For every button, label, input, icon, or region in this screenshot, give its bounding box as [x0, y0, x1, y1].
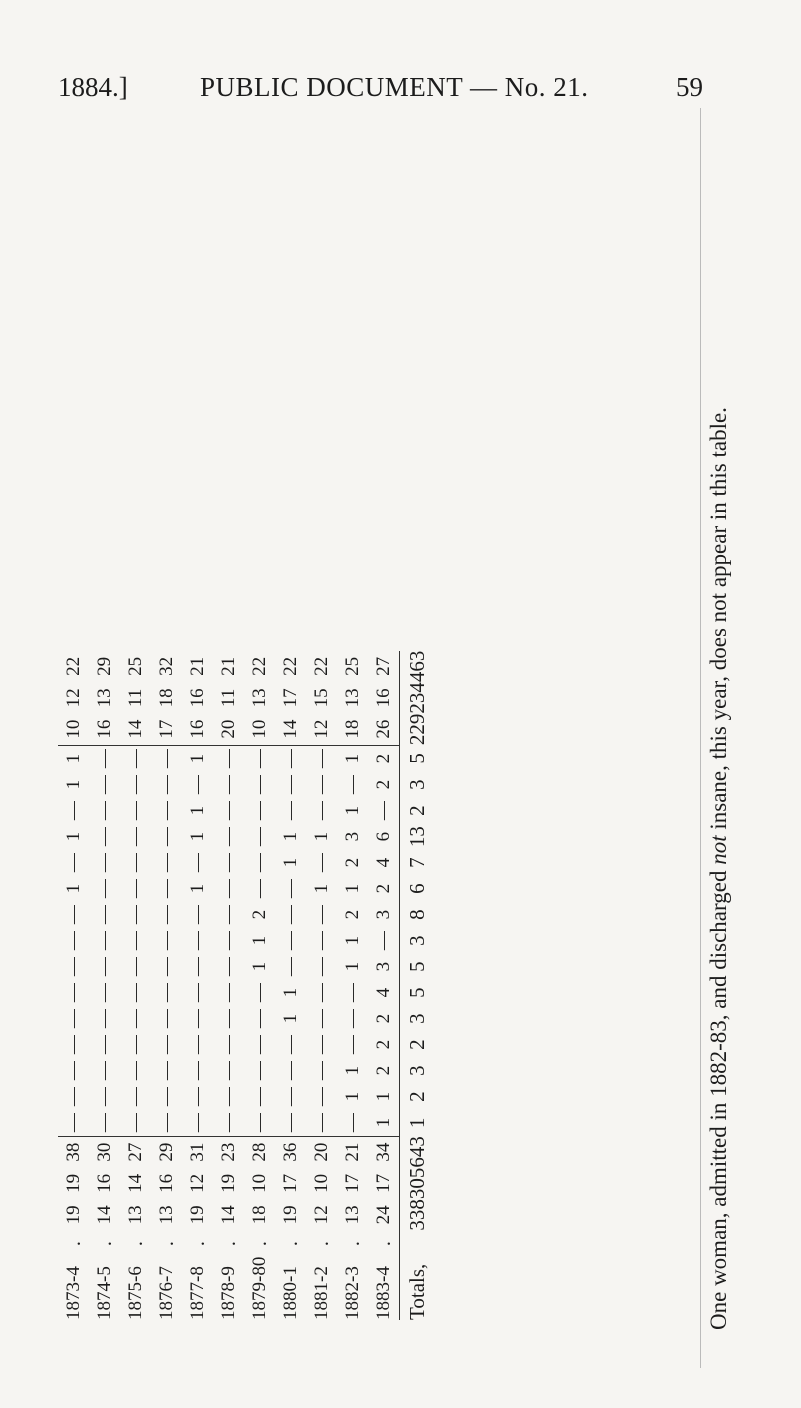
table-cell: 16 — [156, 1173, 177, 1193]
table-row — [58, 651, 89, 1320]
total-cell: 2 — [405, 805, 429, 816]
table-cell: — — [63, 853, 84, 873]
leader-dot: . — [217, 1241, 240, 1247]
total-cell: 643 — [405, 1136, 429, 1168]
table-cell: — — [94, 749, 115, 769]
table-cell: — — [125, 827, 146, 847]
table-cell: — — [311, 1009, 332, 1029]
table-cell: — — [275, 1110, 306, 1137]
table-cell: — — [218, 1035, 239, 1055]
table-cell: 36 — [280, 1142, 301, 1162]
table-cell: — — [187, 1087, 208, 1107]
table-cell: 12 — [306, 714, 337, 746]
table-cell: 2 — [342, 857, 363, 868]
table-cell: 1 — [187, 805, 208, 816]
table-cell: — — [306, 1110, 337, 1137]
table-cell: 1 — [311, 883, 332, 894]
table-cell: — — [187, 1009, 208, 1029]
table-cell: — — [151, 1110, 182, 1137]
leader-dot: . — [310, 1241, 333, 1247]
table-cell: — — [311, 775, 332, 795]
year-cell: 1880-1 — [280, 1266, 301, 1320]
table-cell: — — [187, 775, 208, 795]
table-cell: 32 — [156, 656, 177, 676]
year-cell: 1876-7 — [156, 1266, 177, 1320]
table-cell: — — [311, 957, 332, 977]
table-cell: — — [342, 983, 363, 1003]
table-cell: 13 — [156, 1205, 177, 1225]
table-cell: — — [280, 801, 301, 821]
table-cell: 19 — [280, 1205, 301, 1225]
table-cell: 11 — [218, 688, 239, 708]
table-cell: 2 — [342, 909, 363, 920]
table-cell: — — [249, 775, 270, 795]
table-cell: 2 — [249, 909, 270, 920]
table-cell: — — [94, 827, 115, 847]
table-cell: — — [63, 1061, 84, 1081]
table-cell: — — [187, 983, 208, 1003]
table-cell: 23 — [218, 1142, 239, 1162]
table-cell: — — [125, 1087, 146, 1107]
table-cell: — — [156, 1035, 177, 1055]
table-cell: 12 — [63, 688, 84, 708]
table-cell: 16 — [182, 714, 213, 746]
leader-dot: . — [341, 1241, 364, 1247]
total-cell: 5 — [405, 987, 429, 998]
table-row — [337, 651, 368, 1320]
table-cell: 31 — [187, 1142, 208, 1162]
table-cell: — — [120, 1110, 151, 1137]
table-cell: — — [373, 801, 394, 821]
table-cell: — — [249, 827, 270, 847]
table-cell: 4 — [373, 857, 394, 868]
table-cell: — — [311, 905, 332, 925]
total-cell: 7 — [405, 857, 429, 868]
leader-dot: . — [62, 1241, 85, 1247]
table-cell: — — [187, 1035, 208, 1055]
table-cell: — — [156, 879, 177, 899]
leader-dot: . — [186, 1241, 209, 1247]
table-cell: 19 — [63, 1173, 84, 1193]
total-cell: 6 — [405, 883, 429, 894]
table-cell: 1 — [249, 935, 270, 946]
table-cell: — — [280, 1061, 301, 1081]
table-cell: 1 — [63, 883, 84, 894]
table-row — [275, 651, 306, 1320]
table-cell: — — [125, 1061, 146, 1081]
leader-dot: . — [372, 1241, 395, 1247]
table-cell: — — [244, 1110, 275, 1137]
table-cell: 1 — [280, 987, 301, 998]
table-cell: 17 — [151, 714, 182, 746]
table-cell: — — [156, 1087, 177, 1107]
table-cell: 1 — [280, 857, 301, 868]
statistics-table — [58, 651, 433, 1320]
total-cell: 3 — [405, 1065, 429, 1076]
table-cell: 1 — [187, 883, 208, 894]
table-cell: — — [63, 801, 84, 821]
table-cell: — — [249, 983, 270, 1003]
table-cell: 3 — [373, 961, 394, 972]
table-cell: — — [89, 1110, 120, 1137]
table-cell: — — [280, 775, 301, 795]
table-cell: 12 — [187, 1173, 208, 1193]
table-cell: — — [218, 1087, 239, 1107]
table-cell: — — [94, 1087, 115, 1107]
table-cell: — — [94, 775, 115, 795]
table-cell: 18 — [249, 1205, 270, 1225]
table-cell: — — [218, 749, 239, 769]
table-cell: — — [218, 827, 239, 847]
leader-dot: . — [93, 1241, 116, 1247]
table-cell: 24 — [373, 1205, 394, 1225]
table-cell: 22 — [311, 656, 332, 676]
leader-dot: . — [248, 1241, 271, 1247]
table-cell: 3 — [342, 831, 363, 842]
table-cell: — — [63, 1035, 84, 1055]
table-cell: — — [156, 957, 177, 977]
page-number: 59 — [676, 72, 703, 102]
table-cell: — — [125, 931, 146, 951]
table-cell: — — [187, 853, 208, 873]
rotated-table-container — [58, 120, 698, 1320]
table-cell: — — [63, 957, 84, 977]
total-cell: 3 — [405, 935, 429, 946]
table-cell: 20 — [213, 714, 244, 746]
table-row — [151, 651, 182, 1320]
table-row — [244, 651, 275, 1320]
table-cell: 1 — [373, 1091, 394, 1102]
table-cell: 13 — [342, 1205, 363, 1225]
table-cell: 25 — [342, 656, 363, 676]
total-cell: 234 — [405, 682, 429, 714]
table-cell: — — [187, 1061, 208, 1081]
table-cell: — — [156, 905, 177, 925]
table-cell: 10 — [244, 714, 275, 746]
table-cell: — — [63, 1087, 84, 1107]
year-cell: 1877-8 — [187, 1266, 208, 1320]
table-cell: — — [94, 957, 115, 977]
table-cell: — — [249, 1087, 270, 1107]
table-cell: 2 — [373, 779, 394, 790]
total-cell: 338 — [405, 1199, 429, 1231]
vertical-rule — [700, 108, 701, 1368]
table-cell: 1 — [311, 831, 332, 842]
table-cell: — — [311, 931, 332, 951]
table-cell: 13 — [125, 1205, 146, 1225]
table-cell: 1 — [280, 831, 301, 842]
table-cell: — — [187, 905, 208, 925]
table-cell: — — [125, 905, 146, 925]
table-cell: 17 — [373, 1173, 394, 1193]
table-cell: — — [156, 1061, 177, 1081]
table-cell: 1 — [63, 779, 84, 790]
table-cell: 19 — [218, 1173, 239, 1193]
table-cell: 17 — [280, 688, 301, 708]
total-cell: 463 — [405, 650, 429, 683]
table-cell: — — [63, 905, 84, 925]
table-cell: 18 — [337, 714, 368, 746]
leader-dot: . — [124, 1241, 147, 1247]
table-cell: — — [94, 879, 115, 899]
table-cell: 28 — [249, 1142, 270, 1162]
table-cell: 22 — [280, 656, 301, 676]
table-cell: — — [249, 1061, 270, 1081]
table-cell: 1 — [63, 831, 84, 842]
totals-label: Totals, — [405, 1263, 429, 1320]
table-cell: — — [94, 853, 115, 873]
footnote-text-2: insane, this year, does not appear in this table. — [706, 407, 731, 836]
table-cell: 26 — [368, 714, 400, 746]
table-cell: — — [280, 879, 301, 899]
total-cell: 305 — [405, 1167, 429, 1200]
table-cell: 19 — [63, 1205, 84, 1225]
table-cell: 13 — [342, 688, 363, 708]
table-cell: — — [218, 957, 239, 977]
table-cell: — — [218, 905, 239, 925]
table-cell: — — [311, 801, 332, 821]
total-cell: 1 — [405, 1117, 429, 1129]
total-cell: 8 — [405, 909, 429, 920]
table-cell: — — [156, 749, 177, 769]
table-cell: 16 — [89, 714, 120, 746]
table-cell: — — [249, 879, 270, 899]
table-cell: 16 — [373, 688, 394, 708]
table-cell: — — [156, 931, 177, 951]
table-cell: 27 — [373, 656, 394, 676]
table-cell: 1 — [342, 805, 363, 816]
table-cell: — — [280, 1035, 301, 1055]
year-cell: 1881-2 — [311, 1266, 332, 1320]
year-cell: 1883-4 — [373, 1266, 394, 1320]
table-cell: 22 — [249, 656, 270, 676]
table-cell: 17 — [280, 1173, 301, 1193]
total-cell: 2 — [405, 1091, 429, 1102]
total-cell: 3 — [405, 1013, 429, 1024]
table-cell: — — [249, 853, 270, 873]
total-cell: 3 — [405, 779, 429, 790]
table-cell: 1 — [342, 1065, 363, 1076]
table-cell: — — [311, 853, 332, 873]
table-cell: — — [280, 957, 301, 977]
table-cell: — — [280, 931, 301, 951]
table-cell: — — [156, 853, 177, 873]
table-cell: 38 — [63, 1142, 84, 1162]
table-cell: — — [125, 775, 146, 795]
total-cell: 229 — [405, 713, 429, 746]
table-row — [368, 651, 400, 1320]
table-cell: — — [311, 1035, 332, 1055]
table-cell: 1 — [187, 753, 208, 764]
table-cell: — — [63, 983, 84, 1003]
table-cell: 29 — [94, 656, 115, 676]
table-cell: — — [94, 905, 115, 925]
table-cell: — — [125, 983, 146, 1003]
table-cell: — — [125, 801, 146, 821]
table-cell: 12 — [311, 1205, 332, 1225]
table-cell: — — [94, 931, 115, 951]
table-cell: 10 — [311, 1173, 332, 1193]
table-cell: — — [218, 853, 239, 873]
table-cell: 14 — [218, 1205, 239, 1225]
table-cell: 27 — [125, 1142, 146, 1162]
table-row — [89, 651, 120, 1320]
table-cell: 22 — [63, 656, 84, 676]
table-cell: 1 — [63, 753, 84, 764]
table-cell: — — [156, 775, 177, 795]
table-cell: — — [218, 801, 239, 821]
table-cell: 30 — [94, 1142, 115, 1162]
table-cell: — — [156, 801, 177, 821]
table-cell: — — [58, 1110, 89, 1137]
table-cell: 16 — [187, 688, 208, 708]
year-cell: 1882-3 — [342, 1266, 363, 1320]
year-cell: 1879-80 — [249, 1256, 270, 1320]
table-cell: — — [63, 1009, 84, 1029]
table-cell: — — [125, 749, 146, 769]
footnote-text-1: One woman, admitted in 1882-83, and discharged — [706, 864, 731, 1330]
table-cell: — — [249, 1009, 270, 1029]
table-cell: — — [187, 931, 208, 951]
table-cell: 14 — [120, 714, 151, 746]
table-cell: 14 — [275, 714, 306, 746]
table-cell: 10 — [249, 1173, 270, 1193]
table-cell: — — [182, 1110, 213, 1137]
table-cell: — — [94, 1035, 115, 1055]
table-cell: 18 — [156, 688, 177, 708]
table-cell: — — [63, 931, 84, 951]
table-cell: 2 — [373, 753, 394, 764]
table-cell: — — [249, 749, 270, 769]
table-row — [120, 651, 151, 1320]
table-cell: 3 — [373, 909, 394, 920]
header-year: 1884.] — [58, 72, 128, 102]
table-cell: — — [280, 1087, 301, 1107]
table-cell: 1 — [342, 935, 363, 946]
table-cell: — — [218, 775, 239, 795]
table-cell: 34 — [373, 1142, 394, 1162]
table-cell: 10 — [58, 714, 89, 746]
table-cell: 11 — [125, 688, 146, 708]
table-cell: — — [373, 931, 394, 951]
table-cell: 25 — [125, 656, 146, 676]
table-cell: — — [125, 957, 146, 977]
header-title: PUBLIC DOCUMENT — No. 21. — [200, 72, 589, 102]
table-cell: — — [125, 1009, 146, 1029]
table-cell: 16 — [94, 1173, 115, 1193]
table-cell: — — [94, 983, 115, 1003]
table-cell: — — [125, 1035, 146, 1055]
table-cell: 1 — [342, 883, 363, 894]
leader-dot — [402, 1231, 433, 1257]
table-cell: — — [187, 957, 208, 977]
total-cell: 2 — [405, 1039, 429, 1050]
table-cell: — — [94, 1009, 115, 1029]
table-cell: — — [218, 983, 239, 1003]
table-cell: 1 — [342, 961, 363, 972]
table-cell: 29 — [156, 1142, 177, 1162]
total-cell: 5 — [405, 961, 429, 972]
table-row — [306, 651, 337, 1320]
table-cell: — — [218, 1009, 239, 1029]
table-cell: — — [280, 905, 301, 925]
table-cell: 21 — [342, 1142, 363, 1162]
table-cell: — — [337, 1110, 368, 1137]
table-cell: 14 — [125, 1173, 146, 1193]
table-cell: 13 — [249, 688, 270, 708]
table-cell: 2 — [373, 1065, 394, 1076]
table-cell: 1 — [342, 753, 363, 764]
table-cell: 1 — [342, 1091, 363, 1102]
table-cell: 1 — [249, 961, 270, 972]
table-cell: — — [218, 1061, 239, 1081]
table-cell: — — [342, 1035, 363, 1055]
footnote-emphasis: not — [706, 835, 731, 865]
table-cell: 21 — [218, 656, 239, 676]
table-cell: — — [249, 1035, 270, 1055]
year-cell: 1873-4 — [63, 1266, 84, 1320]
footnote — [706, 10, 732, 1330]
table-cell: — — [249, 801, 270, 821]
table-cell: 1 — [368, 1110, 400, 1137]
table-cell: 21 — [187, 656, 208, 676]
table-cell: — — [280, 749, 301, 769]
table-cell: 15 — [311, 688, 332, 708]
table-row — [213, 651, 244, 1320]
year-cell: 1875-6 — [125, 1266, 146, 1320]
total-cell: 13 — [405, 826, 429, 848]
table-cell: 19 — [187, 1205, 208, 1225]
table-cell: — — [156, 1009, 177, 1029]
year-cell: 1874-5 — [94, 1266, 115, 1320]
leader-dot: . — [279, 1241, 302, 1247]
table-cell: — — [156, 983, 177, 1003]
table-cell: 1 — [280, 1013, 301, 1024]
table-cell: 4 — [373, 987, 394, 998]
table-cell: — — [311, 1061, 332, 1081]
table-cell: — — [156, 827, 177, 847]
table-cell: — — [125, 879, 146, 899]
table-cell: 2 — [373, 1039, 394, 1050]
table-cell: 17 — [342, 1173, 363, 1193]
table-cell: 6 — [373, 831, 394, 842]
table-cell: — — [218, 931, 239, 951]
year-cell: 1878-9 — [218, 1266, 239, 1320]
table-cell: — — [94, 1061, 115, 1081]
table-cell: 2 — [373, 883, 394, 894]
totals-row — [402, 651, 433, 1320]
table-cell: 13 — [94, 688, 115, 708]
table-cell: 2 — [373, 1013, 394, 1024]
table-cell: — — [342, 775, 363, 795]
table-row — [182, 651, 213, 1320]
table-cell: — — [342, 1009, 363, 1029]
table-cell: — — [125, 853, 146, 873]
table-cell: — — [218, 879, 239, 899]
table-cell: — — [311, 1087, 332, 1107]
table-cell: — — [94, 801, 115, 821]
leader-dot: . — [155, 1241, 178, 1247]
total-cell: 5 — [405, 753, 429, 764]
table-cell: 1 — [187, 831, 208, 842]
table-cell: 20 — [311, 1142, 332, 1162]
table-cell: — — [213, 1110, 244, 1137]
page-header — [0, 72, 801, 112]
table-cell: — — [311, 983, 332, 1003]
table-cell: — — [311, 749, 332, 769]
table-cell: 14 — [94, 1205, 115, 1225]
